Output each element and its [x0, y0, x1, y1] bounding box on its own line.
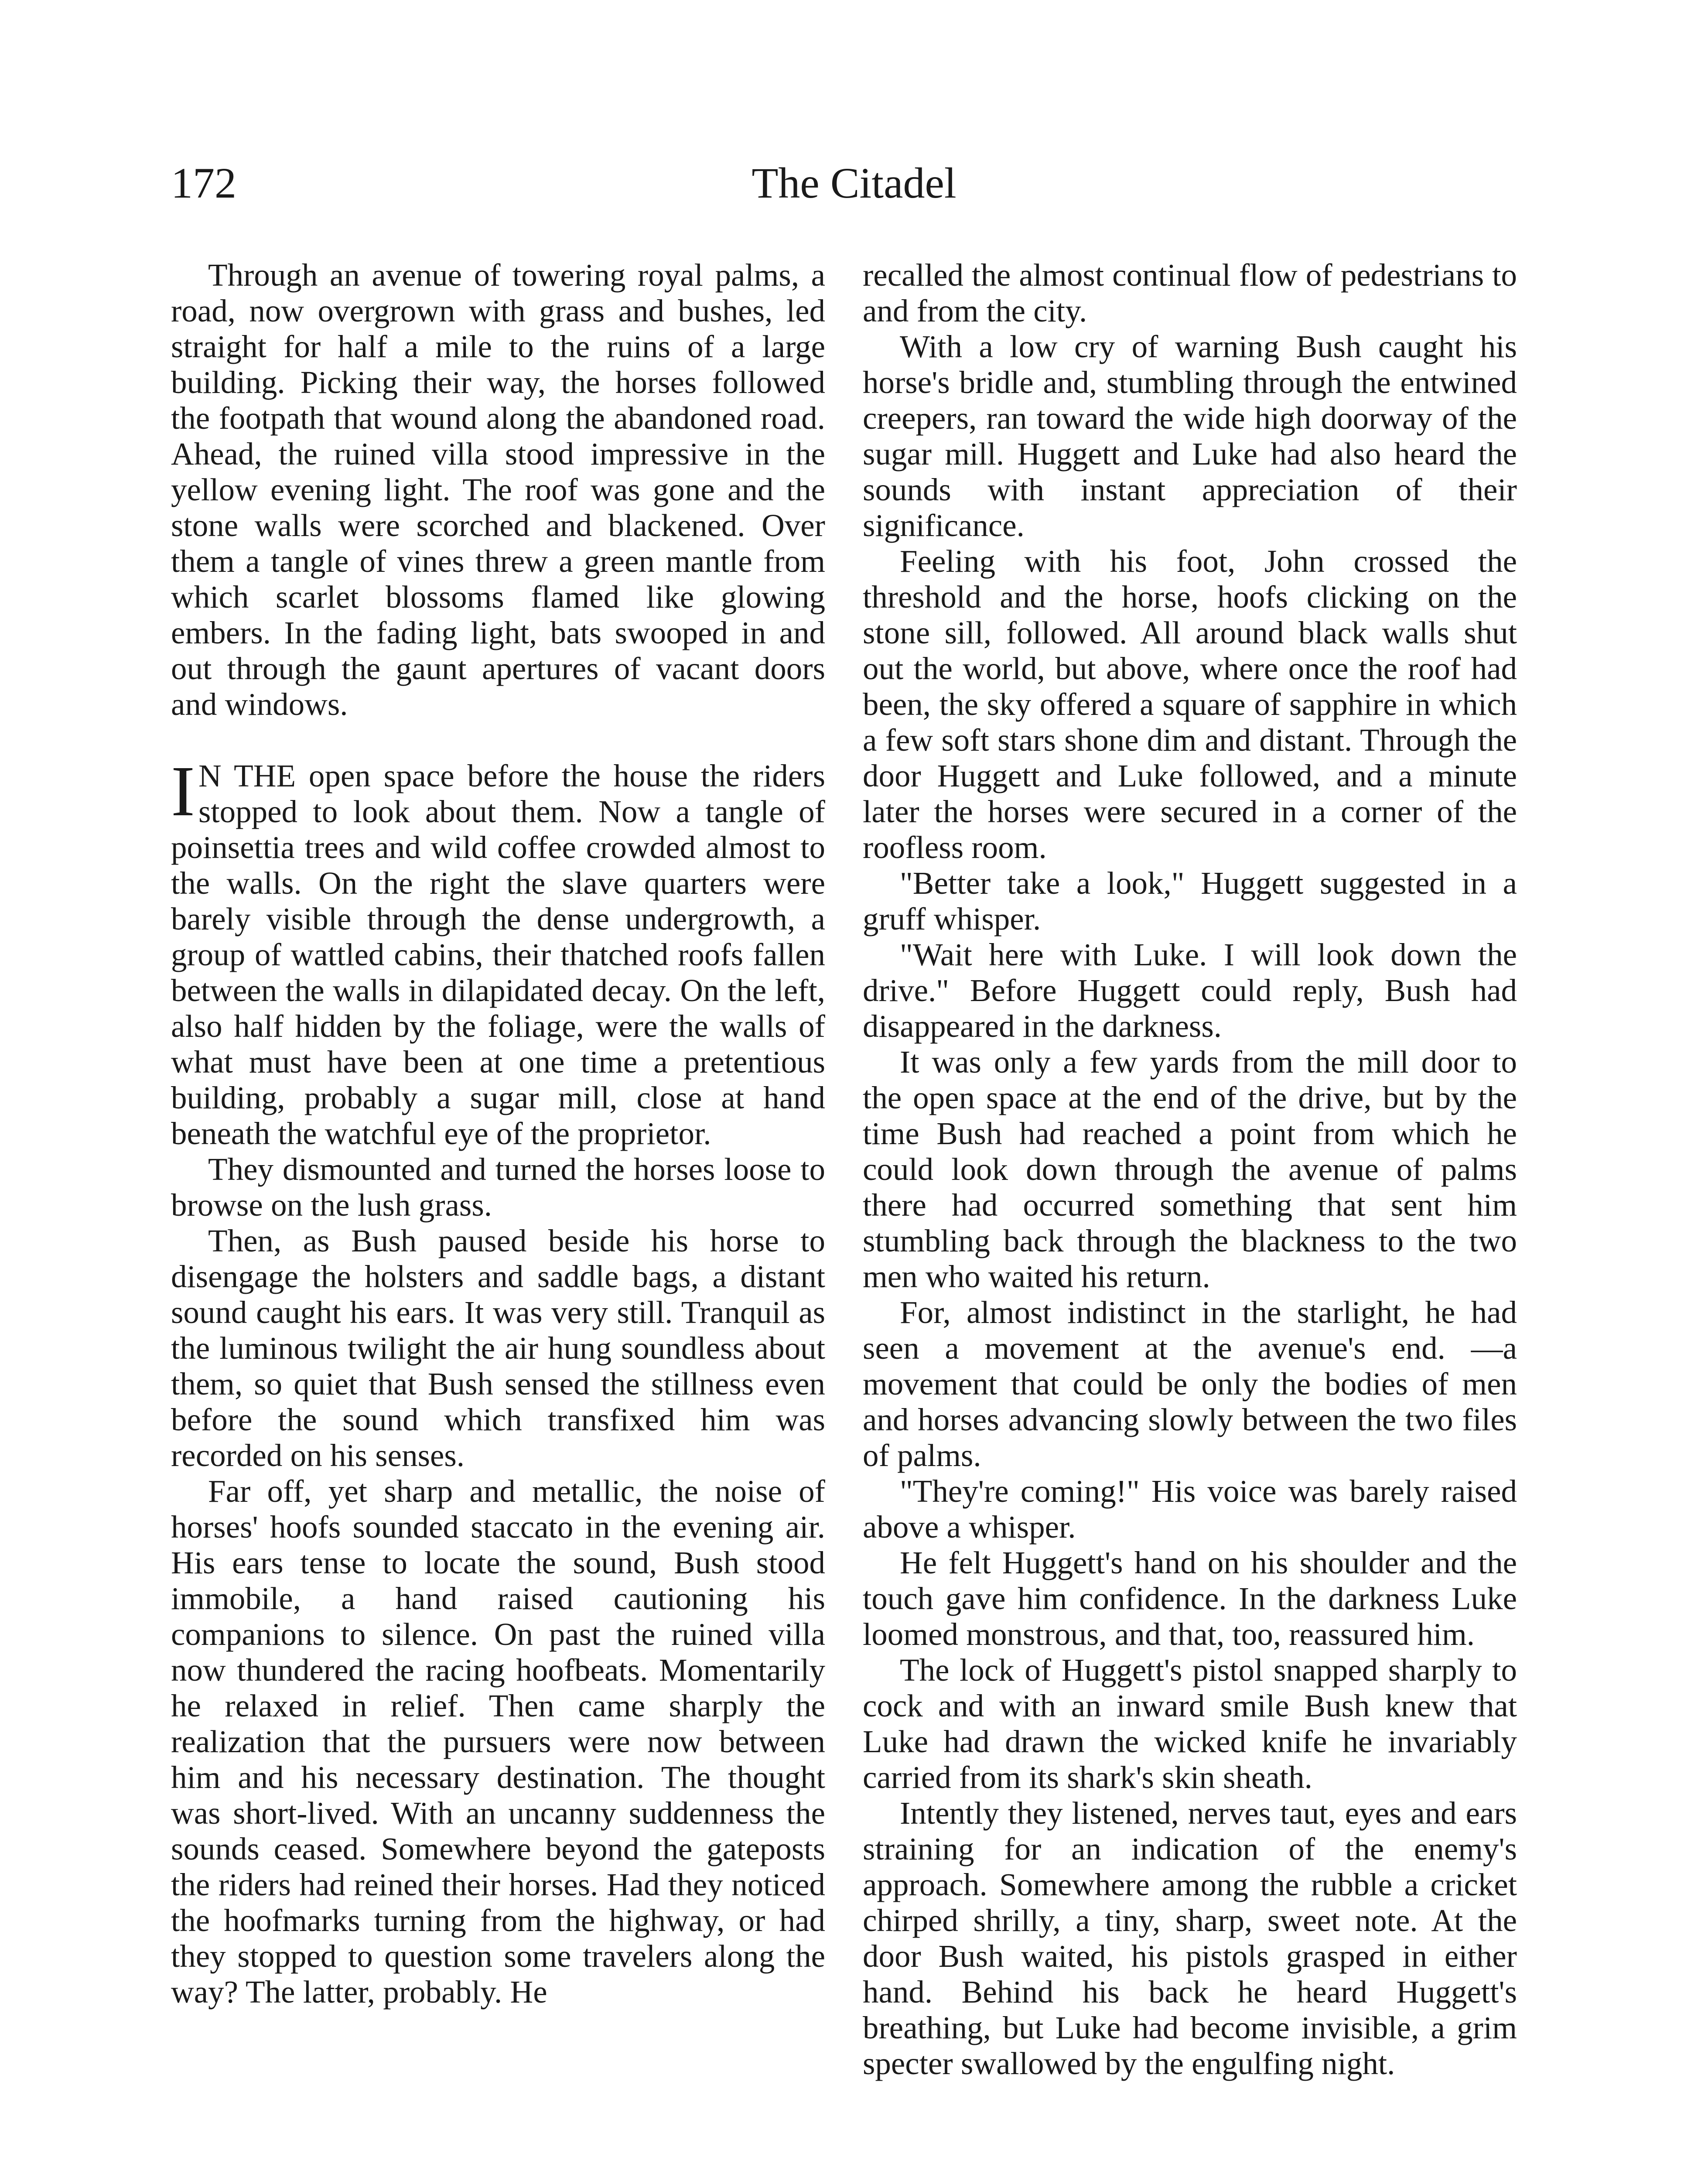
- right-column: [863, 257, 1517, 2082]
- paragraph: Through an avenue of towering royal palms, a road, now overgrown with grass and bushes, led straight for half a mile to the ruins of a large building. Picking their way, the horses followed the footpath that wound along the abandoned road. Ahead, the ruined villa stood impressive in the yellow evening light. The roof was gone and the stone walls were scorched and blackened. Over them a tangle of vines threw a green mantle from which scarlet blossoms flamed like glowing embers. In the fading light, bats swooped in and out through the gaunt apertures of vacant doors and windows.: [171, 257, 825, 722]
- paragraph: Intently they listened, nerves taut, eyes and ears straining for an indication of the enemy's approach. Somewhere among the rubble a cricket chirped shrilly, a tiny, sharp, sweet note. At the door Bush waited, his pistols grasped in either hand. Behind his back he heard Huggett's breathing, but Luke had become invisible, a grim specter swallowed by the engulfing night.: [863, 1795, 1517, 2081]
- paragraph: He felt Huggett's hand on his shoulder and the touch gave him confidence. In the darkness Luke loomed monstrous, and that, too, reassured him.: [863, 1545, 1517, 1652]
- drop-cap-letter: I: [171, 751, 195, 831]
- paragraph: Then, as Bush paused beside his horse to disengage the holsters and saddle bags, a distant sound caught his ears. It was very still. Tranquil as the luminous twilight the air hung soundless about them, so quiet that Bush sensed the stillness even before the sound which transfixed him was recorded on his senses.: [171, 1223, 825, 1473]
- page-number: 172: [171, 159, 236, 207]
- paragraph: "Better take a look," Huggett suggested in a gruff whisper.: [863, 865, 1517, 937]
- paragraph: Feeling with his foot, John crossed the threshold and the horse, hoofs clicking on the stone sill, followed. All around black walls shut out the world, but above, where once the roof had been, the sky offered a square of sapphire in which a few soft stars shone dim and distant. Through the door Huggett and Luke followed, and a minute later the horses were secured in a corner of the roofless room.: [863, 544, 1517, 865]
- left-column: [171, 257, 825, 2010]
- paragraph: They dismounted and turned the horses loose to browse on the lush grass.: [171, 1152, 825, 1223]
- paragraph: With a low cry of warning Bush caught his horse's bridle and, stumbling through the entwined creepers, ran toward the wide high doorway of the sugar mill. Huggett and Luke had also heard the sounds with instant appreciation of their significance.: [863, 329, 1517, 543]
- paragraph: Far off, yet sharp and metallic, the noise of horses' hoofs sounded staccato in the evening air. His ears tense to locate the sound, Bush stood immobile, a hand raised cautioning his companions to silence. On past the ruined villa now thundered the racing hoofbeats. Momentarily he relaxed in relief. Then came sharply the realization that the pursuers were now between him and his necessary destination. The thought was short-lived. With an uncanny suddenness the sounds ceased. Somewhere beyond the gateposts the riders had reined their horses. Had they noticed the hoofmarks turning from the highway, or had they stopped to question some travelers along the way? The latter, probably. He: [171, 1473, 825, 2010]
- running-title: The Citadel: [752, 159, 956, 207]
- paragraph: "Wait here with Luke. I will look down the drive." Before Huggett could reply, Bush had disappeared in the darkness.: [863, 937, 1517, 1044]
- paragraph: The lock of Huggett's pistol snapped sharply to cock and with an inward smile Bush knew that Luke had drawn the wicked knife he invariably carried from its shark's skin sheath.: [863, 1652, 1517, 1795]
- paragraph: "They're coming!" His voice was barely raised above a whisper.: [863, 1473, 1517, 1545]
- paragraph: For, almost indistinct in the starlight, he had seen a movement at the avenue's end. —a movement that could be only the bodies of men and horses advancing slowly between the two files of palms.: [863, 1295, 1517, 1473]
- paragraph-drop-cap: [171, 751, 825, 1152]
- paragraph-text: N THE open space before the house the riders stopped to look about them. Now a tangle of poinsettia trees and wild coffee crowded almost to the walls. On the right the slave quarters were barely visible through the dense undergrowth, a group of wattled cabins, their thatched roofs fallen between the walls in dilapidated decay. On the left, also half hidden by the foliage, were the walls of what must have been at one time a pretentious building, probably a sugar mill, close at hand beneath the watchful eye of the proprietor.: [171, 758, 825, 1151]
- paragraph-continued: recalled the almost continual flow of pedestrians to and from the city.: [863, 257, 1517, 328]
- paragraph: It was only a few yards from the mill door to the open space at the end of the drive, but by the time Bush had reached a point from which he could look down through the avenue of palms there had occurred something that sent him stumbling back through the blackness to the two men who waited his return.: [863, 1044, 1517, 1294]
